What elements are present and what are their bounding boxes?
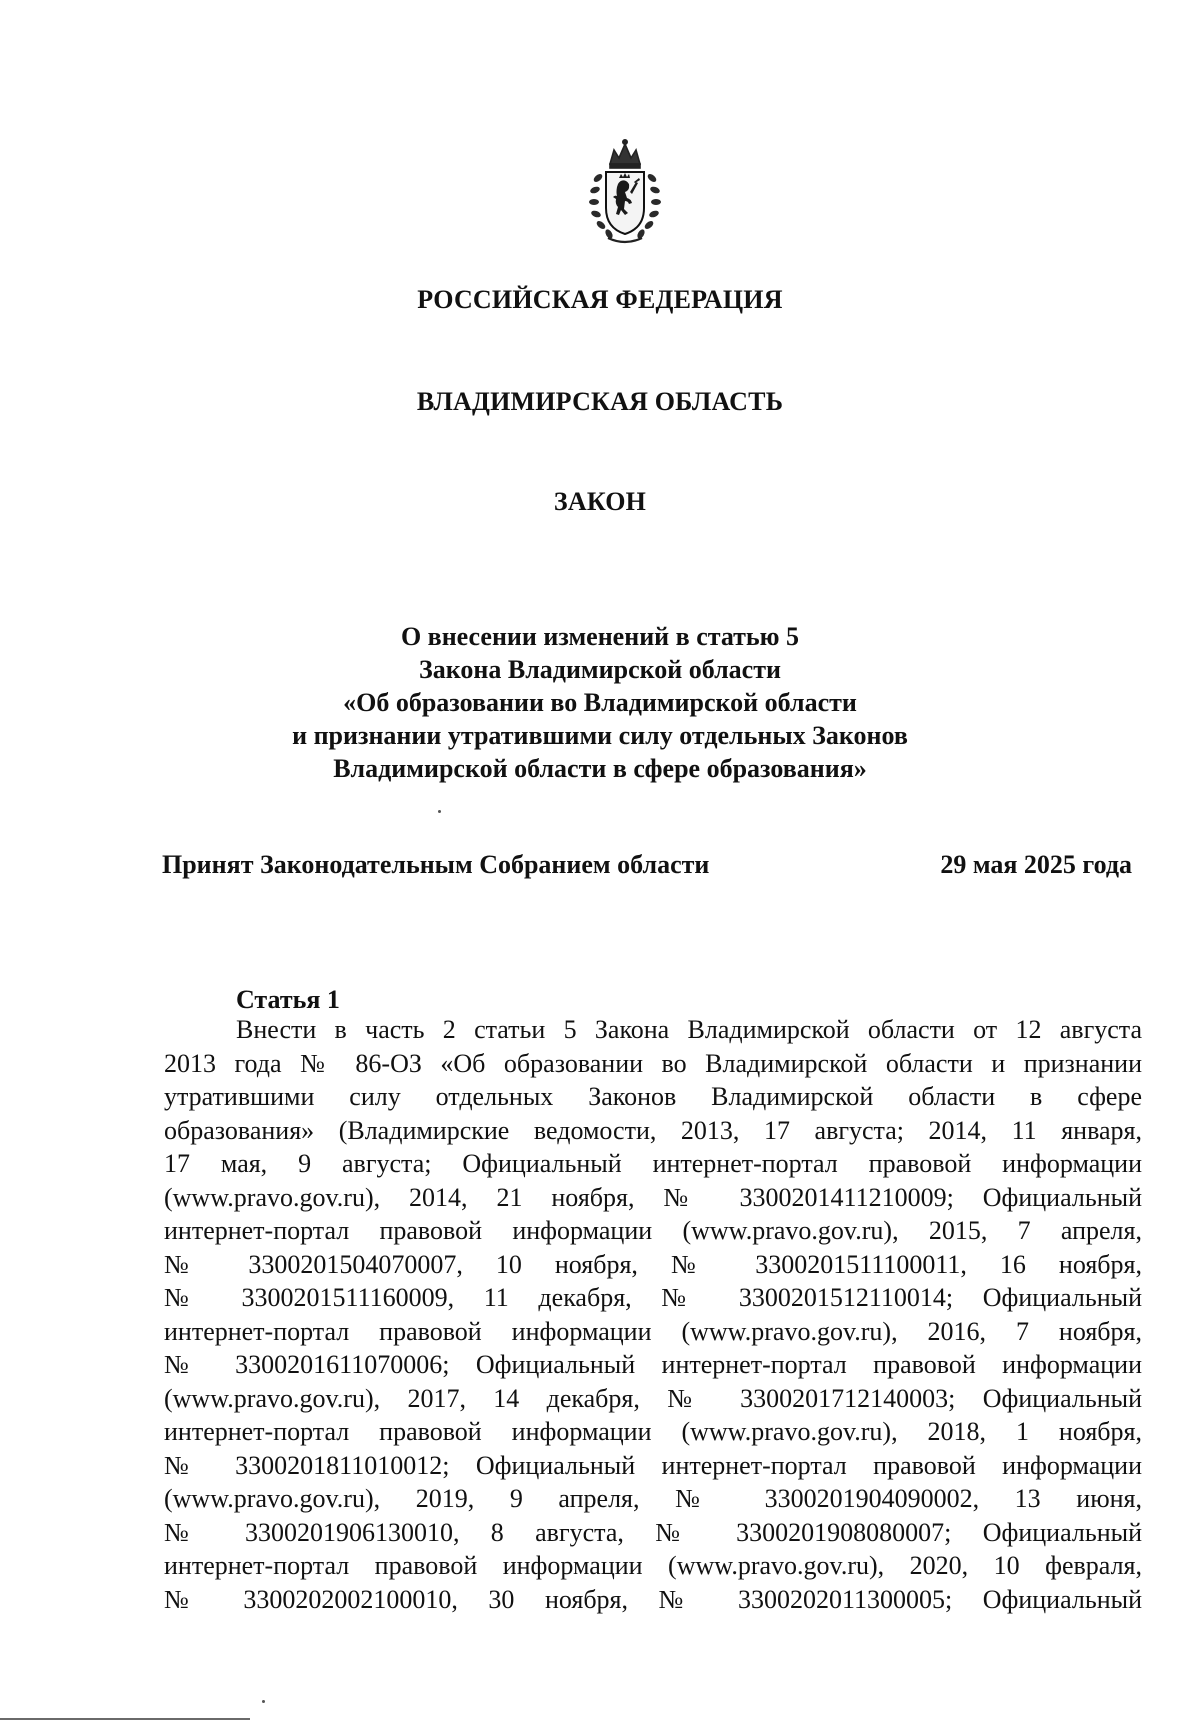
- article-line: интернет-портал правовой информации (www.pravo.gov.ru), 2015, 7 апреля,: [164, 1216, 1142, 1245]
- law-title: [0, 620, 1200, 785]
- article-line: интернет-портал правовой информации (www.pravo.gov.ru), 2020, 10 февраля,: [164, 1551, 1142, 1580]
- article-line: № 3300201511160009, 11 декабря, № 3300201512110014; Официальный: [164, 1283, 1142, 1312]
- scan-artifact: [262, 1700, 265, 1703]
- scan-artifact: [438, 810, 441, 813]
- article-line: Внести в часть 2 статьи 5 Закона Владимирской области от 12 августа: [236, 1015, 1142, 1044]
- law-title-line: «Об образовании во Владимирской области: [343, 688, 857, 717]
- article-line: 17 мая, 9 августа; Официальный интернет-портал правовой информации: [164, 1149, 1142, 1178]
- scan-artifact: [0, 1718, 250, 1720]
- region-heading: ВЛАДИМИРСКАЯ ОБЛАСТЬ: [416, 387, 784, 416]
- adoption-date: 29 мая 2025 года: [940, 850, 1132, 879]
- law-title-line: О внесении изменений в статью 5: [400, 622, 800, 651]
- article-line: (www.pravo.gov.ru), 2014, 21 ноября, № 3300201411210009; Официальный: [164, 1182, 1142, 1212]
- federation-heading: РОССИЙСКАЯ ФЕДЕРАЦИЯ: [417, 285, 783, 314]
- article-line: интернет-портал правовой информации (www.pravo.gov.ru), 2018, 1 ноября,: [164, 1417, 1142, 1446]
- article-body: [164, 1013, 1142, 1616]
- law-title-line: Закона Владимирской области: [419, 655, 781, 684]
- article-line: образования» (Владимирские ведомости, 2013, 17 августа; 2014, 11 января,: [164, 1115, 1142, 1145]
- article-line: № 3300201906130010, 8 августа, № 3300201908080007; Официальный: [164, 1517, 1142, 1547]
- article-line: (www.pravo.gov.ru), 2019, 9 апреля, № 3300201904090002, 13 июня,: [164, 1484, 1142, 1513]
- law-title-line: Владимирской области в сфере образования»: [333, 754, 867, 783]
- law-title-line: и признании утратившими силу отдельных Законов: [292, 721, 908, 750]
- article-line: № 3300202002100010, 30 ноября, № 3300202011300005; Официальный: [164, 1584, 1142, 1614]
- adoption-label: Принят Законодательным Собранием области: [162, 850, 710, 879]
- article-line: интернет-портал правовой информации (www.pravo.gov.ru), 2016, 7 ноября,: [164, 1316, 1142, 1346]
- document-type-heading: ЗАКОН: [553, 487, 647, 516]
- article-line: 2013 года № 86-ОЗ «Об образовании во Владимирской области и признании: [164, 1048, 1142, 1078]
- article-line: утратившими силу отдельных Законов Владимирской области в сфере: [164, 1082, 1142, 1111]
- article-title: Статья 1: [236, 985, 340, 1014]
- article-line: № 3300201504070007, 10 ноября, № 3300201511100011, 16 ноября,: [164, 1249, 1142, 1279]
- coat-of-arms-icon: [588, 138, 662, 246]
- article-line: (www.pravo.gov.ru), 2017, 14 декабря, № 3300201712140003; Официальный: [164, 1383, 1142, 1413]
- article-line: № 3300201611070006; Официальный интернет-портал правовой информации: [164, 1350, 1142, 1379]
- article-line: № 3300201811010012; Официальный интернет-портал правовой информации: [164, 1450, 1142, 1480]
